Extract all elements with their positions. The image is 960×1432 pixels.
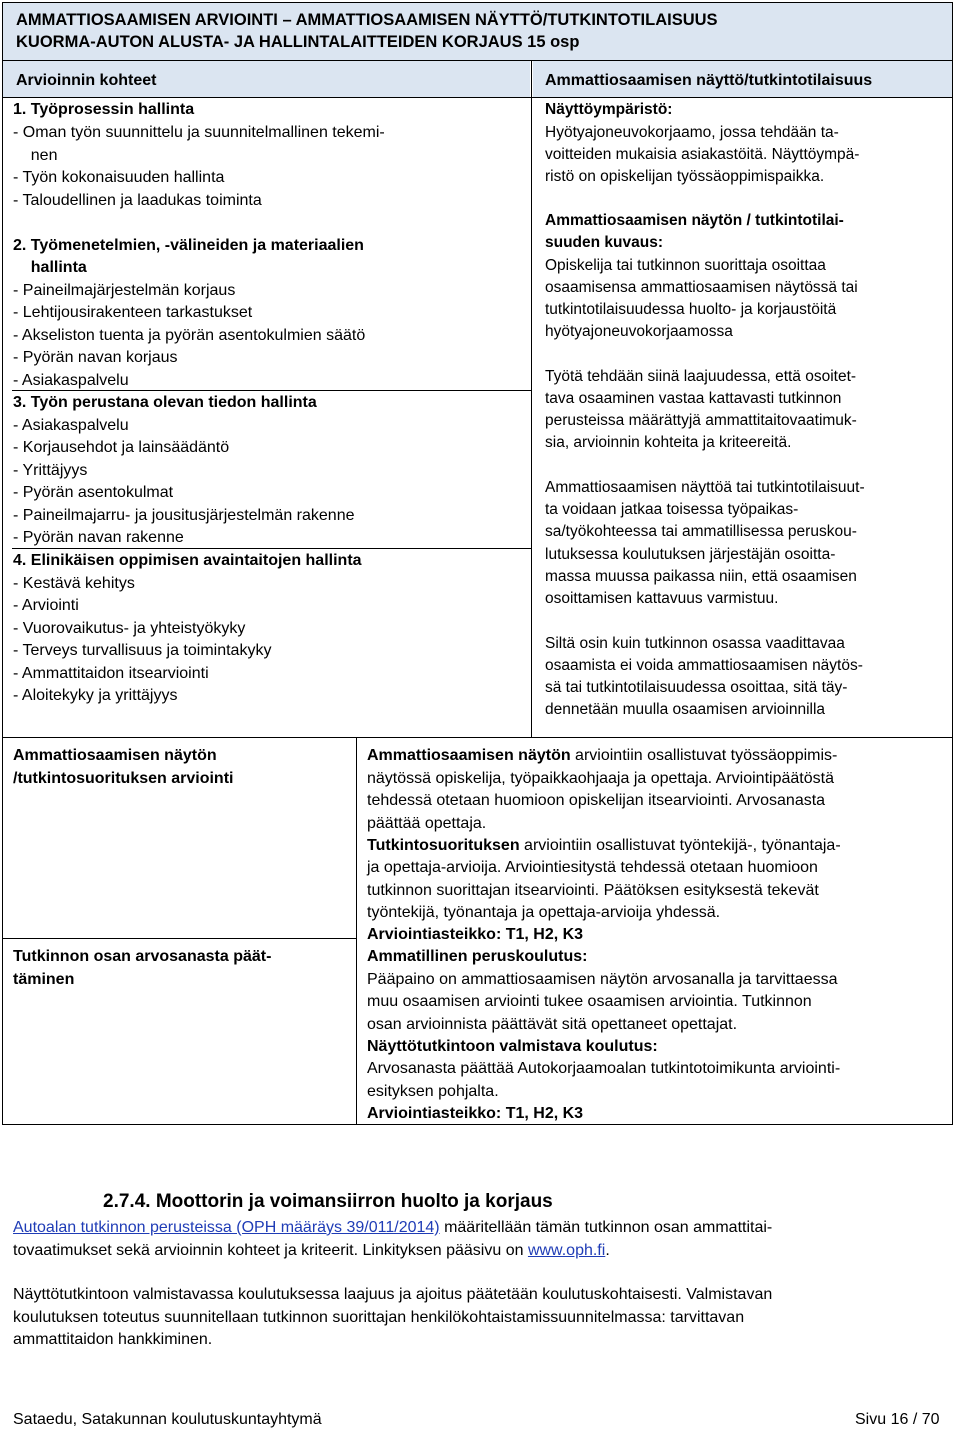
- lower-right-line: tehdessä otetaan huomioon opiskelijan itsearviointi. Arvosanasta: [367, 792, 826, 809]
- lower-right-heading-basic: Ammatillinen peruskoulutus:: [367, 948, 588, 965]
- column-header-left: [3, 61, 530, 97]
- lower-right-line: tutkinnon suorittajan itsearviointi. Päätöksen esityksestä tekevät: [367, 882, 819, 899]
- section-paragraph-2-line3: ammattitaidon hankkiminen.: [13, 1331, 213, 1348]
- right-line: sia, arvioinnin kohteita ja kriteereitä.: [545, 434, 792, 451]
- border-mid-lower: [356, 737, 357, 1124]
- table-header: [3, 3, 952, 60]
- border-left: [2, 2, 3, 1124]
- left-line: - Pyörän navan korjaus: [13, 349, 178, 366]
- left-line: - Akseliston tuenta ja pyörän asentokulmien säätö: [13, 327, 366, 344]
- column-header-right: [533, 61, 952, 97]
- right-line: Opiskelija tai tutkinnon suorittaja osoittaa: [545, 257, 826, 274]
- lower-left-heading-b: Tutkinnon osan arvosanasta päät-: [13, 948, 272, 965]
- left-line: - Pyörän asentokulmat: [13, 484, 174, 501]
- left-item-1-title: 1. Työprosessin hallinta: [13, 101, 195, 118]
- oph-link[interactable]: www.oph.fi: [527, 1242, 606, 1259]
- right-line: Työtä tehdään siinä laajuudessa, että osoitet-: [545, 368, 857, 385]
- left-line: nen: [13, 147, 58, 164]
- lower-right-scale-1: Arviointiasteikko: T1, H2, K3: [367, 926, 584, 943]
- left-item-4-title: 4. Elinikäisen oppimisen avaintaitojen hallinta: [13, 552, 362, 569]
- left-item-3-title: 3. Työn perustana olevan tiedon hallinta: [13, 394, 317, 411]
- column-header-right-label: Ammattiosaamisen näyttö/tutkintotilaisuus: [545, 72, 873, 89]
- lower-right-heading-prep: Näyttötutkintoon valmistava koulutus:: [367, 1038, 658, 1055]
- right-line: lutuksessa koulutuksen järjestäjän osoitta-: [545, 546, 836, 563]
- right-heading-environment: Näyttöympäristö:: [545, 101, 673, 118]
- right-line: sä tai tutkintotilaisuudessa osoittaa, sitä täy-: [545, 679, 848, 696]
- left-item-2-title: 2. Työmenetelmien, -välineiden ja materiaalien: [13, 237, 364, 254]
- column-header-left-label: Arvioinnin kohteet: [16, 72, 157, 89]
- tutkinnon-perusteet-link[interactable]: Autoalan tutkinnon perusteissa (OPH määräys 39/011/2014): [13, 1219, 440, 1236]
- right-line: perusteissa määrättyjä ammattitaitovaatimuk-: [545, 412, 857, 429]
- lower-right-line: Ammattiosaamisen näytön arviointiin osallistuvat työssäoppimis-: [367, 747, 838, 764]
- lower-right-line: esityksen pohjalta.: [367, 1083, 499, 1100]
- right-line: Siltä osin kuin tutkinnon osassa vaadittavaa: [545, 635, 845, 652]
- lower-left-heading-a-cont: /tutkintosuorituksen arviointi: [13, 770, 234, 787]
- lower-right-line: näytössä opiskelija, työpaikkaohjaaja ja opettaja. Arviointipäätöstä: [367, 770, 834, 787]
- border-left-item4: [12, 548, 531, 549]
- right-line: hyötyajoneuvokorjaamossa: [545, 323, 733, 340]
- section-paragraph-1-line1: Autoalan tutkinnon perusteissa (OPH määräys 39/011/2014) määritellään tämän tutkinnon osan ammattitai-: [13, 1219, 773, 1236]
- footer-organization: Sataedu, Satakunnan koulutuskuntayhtymä: [13, 1411, 322, 1428]
- section-paragraph-2-line2: koulutuksen toteutus suunnitellaan tutkinnon suorittajan henkilökohtaistamissuunnitelmassa: tarvittavan: [13, 1309, 745, 1326]
- border-top: [2, 2, 953, 3]
- left-line: - Ammattitaidon itsearviointi: [13, 665, 209, 682]
- left-line: - Asiakaspalvelu: [13, 372, 129, 389]
- lower-right-line: työntekijä, työnantaja ja opettaja-arvioija yhdessä.: [367, 904, 721, 921]
- right-line: Hyötyajoneuvokorjaamo, jossa tehdään ta-: [545, 124, 839, 141]
- right-line: tava osaaminen vastaa kattavasti tutkinnon: [545, 390, 842, 407]
- border-right: [952, 2, 953, 1124]
- lower-right-scale-2: Arviointiasteikko: T1, H2, K3: [367, 1105, 584, 1122]
- right-line: ristö on opiskelijan työssäoppimispaikka.: [545, 168, 825, 185]
- left-line: - Työn kokonaisuuden hallinta: [13, 169, 225, 186]
- footer-page-number: Sivu 16 / 70: [855, 1411, 940, 1428]
- left-line: - Lehtijousirakenteen tarkastukset: [13, 304, 253, 321]
- border-mid-upper: [531, 60, 532, 737]
- section-paragraph-2-line1: Näyttötutkintoon valmistavassa koulutuksessa laajuus ja ajoitus päätetään koulutuskohtaisesti. Valmistavan: [13, 1286, 773, 1303]
- lower-right-line: Arvosanasta päättää Autokorjaamoalan tutkintotoimikunta arviointi-: [367, 1060, 841, 1077]
- right-heading-description-cont: suuden kuvaus:: [545, 234, 663, 251]
- lower-left-heading-a: Ammattiosaamisen näytön: [13, 747, 217, 764]
- section-heading: 2.7.4. Moottorin ja voimansiirron huolto ja korjaus: [103, 1191, 553, 1212]
- right-line: osaamisensa ammattiosaamisen näytössä tai: [545, 279, 858, 296]
- border-colheader: [2, 97, 953, 98]
- left-line: - Kestävä kehitys: [13, 575, 135, 592]
- border-left-item3: [12, 390, 531, 391]
- border-lower-top: [2, 737, 953, 738]
- left-line: - Pyörän navan rakenne: [13, 529, 184, 546]
- left-line: - Aloitekyky ja yrittäjyys: [13, 687, 178, 704]
- border-bottom: [2, 1124, 953, 1125]
- right-line: sa/työkohteessa tai ammatillisessa peruskou-: [545, 523, 857, 540]
- left-line: - Yrittäjyys: [13, 462, 88, 479]
- lower-right-line: Tutkintosuorituksen arviointiin osallistuvat työntekijä-, työnantaja-: [367, 837, 841, 854]
- left-line: - Taloudellinen ja laadukas toiminta: [13, 192, 262, 209]
- table-title-line1: AMMATTIOSAAMISEN ARVIOINTI – AMMATTIOSAAMISEN NÄYTTÖ/TUTKINTOTILAISUUS: [16, 11, 718, 29]
- left-line: - Vuorovaikutus- ja yhteistyökyky: [13, 620, 246, 637]
- left-line: - Asiakaspalvelu: [13, 417, 129, 434]
- left-line: - Arviointi: [13, 597, 79, 614]
- right-heading-description: Ammattiosaamisen näytön / tutkintotilai-: [545, 212, 844, 229]
- left-line: - Paineilmajarru- ja jousitusjärjestelmän rakenne: [13, 507, 355, 524]
- lower-left-heading-b-cont: täminen: [13, 971, 75, 988]
- right-line: massa muussa paikassa niin, että osaamisen: [545, 568, 857, 585]
- border-lower-left-split: [2, 938, 357, 939]
- lower-right-line: osan arvioinnista päättävät sitä opettaneet opettajat.: [367, 1016, 738, 1033]
- lower-right-line: Pääpaino on ammattiosaamisen näytön arvosanalla ja tarvittaessa: [367, 971, 838, 988]
- border-header: [2, 60, 953, 61]
- left-item-2-title-cont: hallinta: [13, 259, 87, 276]
- lower-right-line: muu osaamisen arviointi tukee osaamisen arviointia. Tutkinnon: [367, 993, 812, 1010]
- left-line: - Korjausehdot ja lainsäädäntö: [13, 439, 230, 456]
- lower-right-line: päättää opettaja.: [367, 815, 487, 832]
- right-line: tutkintotilaisuudessa huolto- ja korjaustöitä: [545, 301, 837, 318]
- table-title-line2: KUORMA-AUTON ALUSTA- JA HALLINTALAITTEIDEN KORJAUS 15 osp: [16, 33, 580, 51]
- lower-right-line: ja opettaja-arvioija. Arviointiesitystä tehdessä otetaan huomioon: [367, 859, 818, 876]
- left-line: - Terveys turvallisuus ja toimintakyky: [13, 642, 272, 659]
- left-line: - Paineilmajärjestelmän korjaus: [13, 282, 236, 299]
- right-line: osoittamisen kattavuus varmistuu.: [545, 590, 779, 607]
- right-line: dennetään muulla osaamisen arvioinnilla: [545, 701, 826, 718]
- right-line: Ammattiosaamisen näyttöä tai tutkintotilaisuut-: [545, 479, 865, 496]
- left-line: - Oman työn suunnittelu ja suunnitelmallinen tekemi-: [13, 124, 385, 141]
- section-paragraph-1-line2: tovaatimukset sekä arvioinnin kohteet ja kriteerit. Linkityksen pääsivu on www.oph.fi.: [13, 1242, 610, 1259]
- right-line: voitteiden mukaisia asiakastöitä. Näyttöympä-: [545, 146, 860, 163]
- right-line: ta voidaan jatkaa toisessa työpaikas-: [545, 501, 799, 518]
- right-line: osaamista ei voida ammattiosaamisen näytös-: [545, 657, 863, 674]
